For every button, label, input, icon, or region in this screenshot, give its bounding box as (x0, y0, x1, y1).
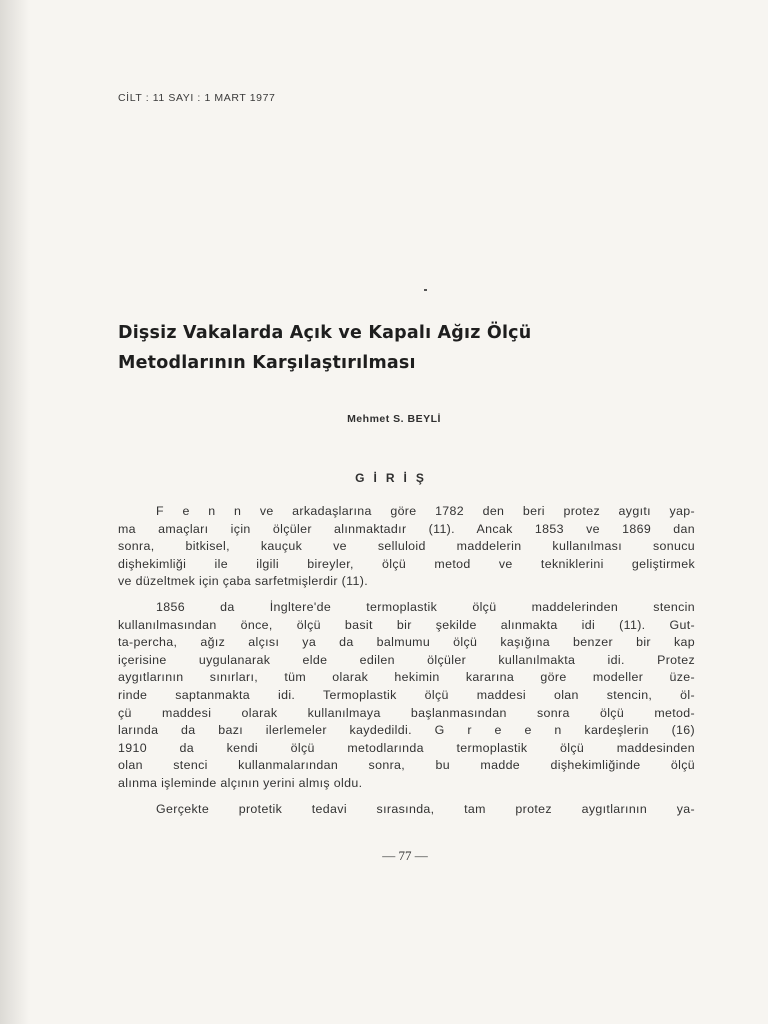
text-line: olan stenci kullanmalarından sonra, bu madde dişhekimliğinde ölçü (118, 758, 695, 773)
text-line: larında da bazı ilerlemeler kaydedildi. G r e e n kardeşlerin (16) (118, 723, 695, 738)
text-line: Gerçekte protetik tedavi sırasında, tam protez aygıtlarının ya- (156, 801, 695, 816)
text-line: ma amaçları için ölçüler alınmaktadır (11). Ancak 1853 ve 1869 dan (118, 521, 695, 536)
author-name: Mehmet S. BEYLİ (347, 413, 441, 425)
paragraph-continued (118, 617, 695, 793)
issue-header: CİLT : 11 SAYI : 1 MART 1977 (118, 92, 276, 104)
text-line: F e n n ve arkadaşlarına göre 1782 den beri protez aygıtı yap- (156, 504, 695, 518)
page-edge-shadow (0, 0, 30, 1024)
paragraph-gap (118, 591, 695, 599)
article-title (118, 318, 678, 378)
paragraph (118, 503, 695, 521)
text-line: çü maddesi olarak kullanılmaya başlanmasından sonra ölçü metod- (118, 705, 695, 720)
title-line-2: Metodlarının Karşılaştırılması (118, 353, 416, 373)
text-line: 1856 da İngltere'de termoplastik ölçü maddelerinden stencin (156, 599, 695, 614)
page-number: — 77 — (382, 848, 428, 863)
text-line: aygıtlarının sınırları, tüm olarak hekimin kararına göre modeller üze- (118, 670, 695, 685)
text-line: sonra, bitkisel, kauçuk ve selluloid maddelerin kullanılması sonucu (118, 539, 695, 554)
text-line: 1910 da kendi ölçü metodlarında termoplastik ölçü maddesinden (118, 740, 695, 755)
article-body (118, 503, 695, 818)
paragraph-continued (118, 521, 695, 591)
paragraph (118, 801, 695, 819)
stray-mark (424, 289, 427, 291)
paragraph (118, 599, 695, 617)
text-line: içerisine uygulanarak elde edilen ölçüler kullanılmakta idi. Protez (118, 652, 695, 667)
title-line-1: Dişsiz Vakalarda Açık ve Kapalı Ağız Ölçü (118, 323, 532, 343)
text-line: alınma işleminde alçının yerini almış oldu. (118, 775, 363, 790)
text-line: kullanılmasından önce, ölçü basit bir şekilde alınmakta idi (11). Gut- (118, 617, 695, 632)
text-line: rinde saptanmakta idi. Termoplastik ölçü maddesi olan stencin, öl- (118, 687, 695, 702)
section-heading: GİRİŞ (355, 471, 433, 485)
text-line: ta-percha, ağız alçısı ya da balmumu ölçü kaşığına benzer bir kap (118, 635, 695, 650)
paragraph-gap (118, 793, 695, 801)
text-line: dişhekimliği ile ilgili bireyler, ölçü metod ve tekniklerini geliştirmek (118, 556, 695, 571)
text-line: ve düzeltmek için çaba sarfetmişlerdir (11). (118, 574, 368, 589)
